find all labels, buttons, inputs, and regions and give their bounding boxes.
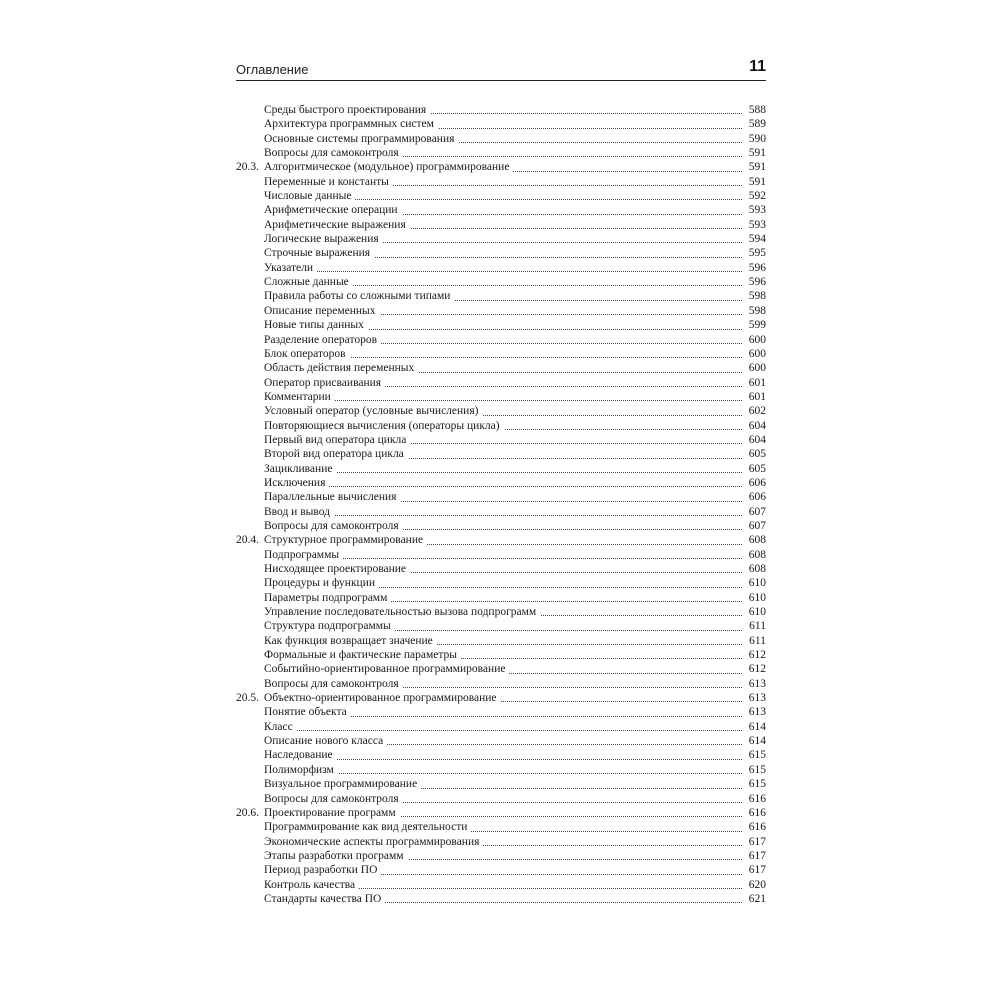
toc-entry [236, 863, 766, 877]
toc-entry-line [264, 361, 766, 375]
toc-entry [236, 117, 766, 131]
dot-leader [264, 271, 742, 272]
entry-page-number: 602 [746, 404, 766, 418]
entry-title: Структура подпрограммы [264, 620, 395, 632]
entry-page-number: 592 [746, 189, 766, 203]
entry-page-number: 611 [746, 634, 766, 648]
toc-entry [236, 132, 766, 146]
entry-title: Блок операторов [264, 348, 350, 360]
toc-entry [236, 576, 766, 590]
toc-entry-line [264, 763, 766, 777]
toc-entry [236, 289, 766, 303]
toc-entry [236, 792, 766, 806]
entry-page-number: 612 [746, 648, 766, 662]
toc-entry-line [264, 246, 766, 260]
entry-page-number: 605 [746, 462, 766, 476]
toc-entry-line [264, 304, 766, 318]
toc-entry [236, 490, 766, 504]
entry-page-number: 604 [746, 419, 766, 433]
entry-title: Этапы разработки программ [264, 850, 408, 862]
entry-title: Описание нового класса [264, 735, 387, 747]
entry-page-number: 612 [746, 662, 766, 676]
toc-entry-line [264, 218, 766, 232]
toc-entry-line [264, 619, 766, 633]
entry-title: Условный оператор (условные вычисления) [264, 405, 482, 417]
toc-entry [236, 677, 766, 691]
toc-entry-line [264, 490, 766, 504]
entry-page-number: 615 [746, 763, 766, 777]
entry-page-number: 616 [746, 792, 766, 806]
entry-page-number: 613 [746, 705, 766, 719]
entry-page-number: 595 [746, 246, 766, 260]
entry-title: Архитектура программных систем [264, 118, 438, 130]
toc-entry-line [264, 404, 766, 418]
entry-title: Вопросы для самоконтроля [264, 678, 403, 690]
toc-entry-line [264, 863, 766, 877]
entry-title: Объектно-ориентированное программирование [264, 692, 501, 704]
entry-page-number: 610 [746, 576, 766, 590]
entry-page-number: 610 [746, 605, 766, 619]
entry-title: Как функция возвращает значение [264, 635, 437, 647]
toc-entry [236, 533, 766, 547]
toc-entry [236, 648, 766, 662]
entry-title: Указатели [264, 262, 317, 274]
toc-entry-line [264, 505, 766, 519]
toc-entry-line [264, 591, 766, 605]
entry-page-number: 605 [746, 447, 766, 461]
toc-entry-line [264, 519, 766, 533]
entry-title: Новые типы данных [264, 319, 368, 331]
entry-title: Вопросы для самоконтроля [264, 793, 403, 805]
entry-page-number: 600 [746, 347, 766, 361]
entry-page-number: 606 [746, 476, 766, 490]
entry-title: Логические выражения [264, 233, 383, 245]
toc-entry-line [264, 806, 766, 820]
toc-entry-line [264, 662, 766, 676]
entry-title: Числовые данные [264, 190, 355, 202]
entry-title: Понятие объекта [264, 706, 351, 718]
toc-entry [236, 146, 766, 160]
dot-leader [264, 515, 742, 516]
toc-entry [236, 691, 766, 705]
toc-entry [236, 720, 766, 734]
entry-title: Основные системы программирования [264, 133, 458, 145]
toc-entry [236, 777, 766, 791]
toc-entry [236, 261, 766, 275]
toc-entry [236, 232, 766, 246]
entry-page-number: 614 [746, 734, 766, 748]
toc-entry-line [264, 777, 766, 791]
toc-entry-line [264, 748, 766, 762]
entry-title: Правила работы со сложными типами [264, 290, 454, 302]
toc-entry [236, 218, 766, 232]
entry-page-number: 606 [746, 490, 766, 504]
section-number: 20.3. [236, 161, 259, 174]
entry-title: Контроль качества [264, 879, 359, 891]
entry-page-number: 617 [746, 849, 766, 863]
entry-page-number: 616 [746, 820, 766, 834]
toc-entry-line [264, 576, 766, 590]
entry-page-number: 591 [746, 146, 766, 160]
entry-page-number: 591 [746, 175, 766, 189]
toc-entry-line [264, 146, 766, 160]
toc-entry [236, 705, 766, 719]
toc-entry-line [264, 849, 766, 863]
entry-page-number: 598 [746, 289, 766, 303]
toc-entry-line [264, 734, 766, 748]
toc-entry [236, 662, 766, 676]
entry-title: Вопросы для самоконтроля [264, 520, 403, 532]
entry-title: Структурное программирование [264, 534, 427, 546]
entry-title: Нисходящее проектирование [264, 563, 410, 575]
table-of-contents [236, 103, 766, 906]
entry-title: Арифметические операции [264, 204, 402, 216]
toc-entry-line [264, 103, 766, 117]
toc-entry-line [264, 289, 766, 303]
toc-entry-line [264, 132, 766, 146]
toc-entry-line [264, 160, 766, 174]
toc-entry-line [264, 333, 766, 347]
toc-entry [236, 548, 766, 562]
entry-page-number: 594 [746, 232, 766, 246]
entry-page-number: 596 [746, 261, 766, 275]
entry-title: Подпрограммы [264, 549, 343, 561]
toc-entry-line [264, 548, 766, 562]
toc-entry-line [264, 318, 766, 332]
toc-entry [236, 748, 766, 762]
toc-entry-line [264, 605, 766, 619]
entry-title: Второй вид оператора цикла [264, 448, 408, 460]
entry-page-number: 613 [746, 677, 766, 691]
entry-title: Сложные данные [264, 276, 353, 288]
toc-entry [236, 347, 766, 361]
toc-entry-line [264, 433, 766, 447]
entry-title: Класс [264, 721, 297, 733]
entry-title: Проектирование программ [264, 807, 400, 819]
dot-leader [264, 730, 742, 731]
entry-page-number: 601 [746, 376, 766, 390]
entry-title: Разделение операторов [264, 334, 381, 346]
entry-title: Зацикливание [264, 463, 336, 475]
entry-title: Период разработки ПО [264, 864, 381, 876]
entry-page-number: 593 [746, 203, 766, 217]
entry-title: Процедуры и функции [264, 577, 379, 589]
entry-title: Визуальное программирование [264, 778, 421, 790]
toc-entry [236, 505, 766, 519]
entry-title: Параллельные вычисления [264, 491, 400, 503]
entry-title: Программирование как вид деятельности [264, 821, 471, 833]
toc-entry [236, 605, 766, 619]
toc-entry [236, 763, 766, 777]
entry-page-number: 613 [746, 691, 766, 705]
entry-title: Ввод и вывод [264, 506, 334, 518]
toc-entry [236, 189, 766, 203]
toc-entry-line [264, 447, 766, 461]
entry-page-number: 607 [746, 519, 766, 533]
section-number: 20.6. [236, 806, 259, 819]
entry-page-number: 590 [746, 132, 766, 146]
dot-leader [264, 486, 742, 487]
toc-entry-line [264, 232, 766, 246]
toc-entry-line [264, 347, 766, 361]
entry-title: Комментарии [264, 391, 335, 403]
running-header [236, 56, 766, 81]
toc-entry [236, 203, 766, 217]
toc-entry [236, 878, 766, 892]
toc-entry-line [264, 462, 766, 476]
entry-page-number: 591 [746, 160, 766, 174]
toc-entry [236, 634, 766, 648]
entry-page-number: 617 [746, 863, 766, 877]
entry-title: Первый вид оператора цикла [264, 434, 410, 446]
toc-entry [236, 820, 766, 834]
toc-entry [236, 562, 766, 576]
toc-entry-line [264, 390, 766, 404]
entry-page-number: 610 [746, 591, 766, 605]
entry-title: Исключения [264, 477, 329, 489]
entry-title: Событийно-ориентированное программирование [264, 663, 509, 675]
toc-entry-line [264, 189, 766, 203]
entry-title: Среды быстрого проектирования [264, 104, 430, 116]
toc-entry-line [264, 562, 766, 576]
entry-page-number: 608 [746, 533, 766, 547]
toc-entry [236, 318, 766, 332]
entry-page-number: 608 [746, 548, 766, 562]
entry-title: Вопросы для самоконтроля [264, 147, 403, 159]
entry-title: Полиморфизм [264, 764, 338, 776]
toc-entry-line [264, 792, 766, 806]
toc-entry-line [264, 691, 766, 705]
entry-page-number: 599 [746, 318, 766, 332]
toc-entry-line [264, 376, 766, 390]
toc-entry [236, 835, 766, 849]
entry-title: Параметры подпрограмм [264, 592, 391, 604]
entry-page-number: 596 [746, 275, 766, 289]
entry-page-number: 588 [746, 103, 766, 117]
entry-title: Арифметические выражения [264, 219, 410, 231]
toc-entry [236, 806, 766, 820]
toc-entry [236, 419, 766, 433]
entry-title: Переменные и константы [264, 176, 393, 188]
entry-page-number: 593 [746, 218, 766, 232]
toc-entry [236, 361, 766, 375]
entry-title: Область действия переменных [264, 362, 418, 374]
toc-entry-line [264, 892, 766, 906]
entry-title: Формальные и фактические параметры [264, 649, 461, 661]
toc-entry [236, 404, 766, 418]
entry-page-number: 601 [746, 390, 766, 404]
entry-page-number: 598 [746, 304, 766, 318]
toc-entry [236, 175, 766, 189]
dot-leader [264, 400, 742, 401]
entry-title: Наследование [264, 749, 337, 761]
entry-page-number: 620 [746, 878, 766, 892]
entry-page-number: 617 [746, 835, 766, 849]
entry-title: Описание переменных [264, 305, 380, 317]
toc-entry [236, 892, 766, 906]
toc-entry [236, 376, 766, 390]
toc-entry-line [264, 117, 766, 131]
entry-page-number: 600 [746, 361, 766, 375]
toc-entry-line [264, 634, 766, 648]
toc-entry [236, 591, 766, 605]
entry-page-number: 589 [746, 117, 766, 131]
toc-entry [236, 246, 766, 260]
toc-entry-line [264, 878, 766, 892]
entry-page-number: 600 [746, 333, 766, 347]
toc-entry-line [264, 835, 766, 849]
toc-entry-line [264, 419, 766, 433]
section-number: 20.4. [236, 534, 259, 547]
entry-title: Стандарты качества ПО [264, 893, 385, 905]
toc-entry [236, 447, 766, 461]
toc-entry-line [264, 720, 766, 734]
toc-entry [236, 619, 766, 633]
header-page-number: 11 [749, 58, 766, 75]
entry-page-number: 607 [746, 505, 766, 519]
entry-title: Управление последовательностью вызова подпрограмм [264, 606, 540, 618]
toc-entry-line [264, 203, 766, 217]
toc-entry [236, 103, 766, 117]
entry-title: Строчные выражения [264, 247, 374, 259]
entry-page-number: 611 [746, 619, 766, 633]
toc-entry [236, 390, 766, 404]
toc-entry [236, 333, 766, 347]
toc-entry [236, 519, 766, 533]
toc-entry-line [264, 261, 766, 275]
toc-entry [236, 304, 766, 318]
toc-entry-line [264, 476, 766, 490]
entry-title: Алгоритмическое (модульное) программирование [264, 161, 513, 173]
toc-entry [236, 734, 766, 748]
toc-entry [236, 433, 766, 447]
entry-page-number: 616 [746, 806, 766, 820]
toc-entry [236, 275, 766, 289]
toc-entry [236, 476, 766, 490]
toc-entry [236, 462, 766, 476]
entry-page-number: 615 [746, 748, 766, 762]
toc-entry-line [264, 705, 766, 719]
entry-title: Экономические аспекты программирования [264, 836, 483, 848]
toc-entry-line [264, 175, 766, 189]
header-title: Оглавление [236, 62, 309, 77]
entry-page-number: 615 [746, 777, 766, 791]
entry-page-number: 621 [746, 892, 766, 906]
toc-entry [236, 849, 766, 863]
toc-entry [236, 160, 766, 174]
toc-entry-line [264, 820, 766, 834]
entry-title: Повторяющиеся вычисления (операторы цикла) [264, 420, 504, 432]
toc-entry-line [264, 677, 766, 691]
toc-entry-line [264, 533, 766, 547]
entry-page-number: 614 [746, 720, 766, 734]
section-number: 20.5. [236, 692, 259, 705]
toc-entry-line [264, 648, 766, 662]
entry-page-number: 604 [746, 433, 766, 447]
entry-title: Оператор присваивания [264, 377, 385, 389]
entry-page-number: 608 [746, 562, 766, 576]
toc-entry-line [264, 275, 766, 289]
